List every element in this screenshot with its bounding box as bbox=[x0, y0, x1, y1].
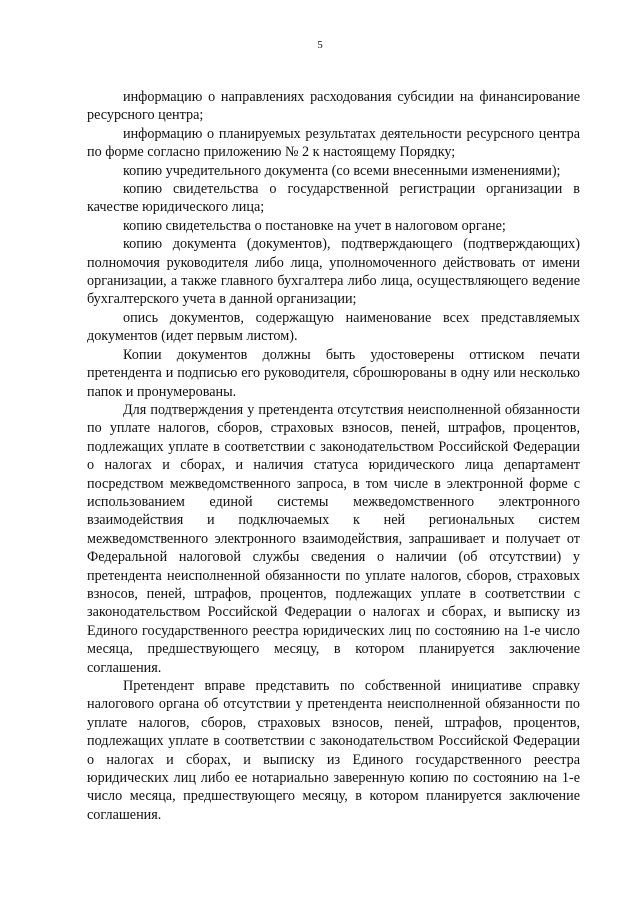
paragraph-tax-registration-copy: копию свидетельства о постановке на учет в налоговом органе; bbox=[123, 217, 506, 234]
paragraph-founding-document-copy: копию учредительного документа (со всеми внесенными изменениями); bbox=[123, 162, 561, 179]
paragraph-documents-inventory: опись документов, содержащую наименование всех представляемых документов (идет первым листом). bbox=[87, 309, 580, 345]
paragraph-applicant-own-certificate: Претендент вправе представить по собственной инициативе справку налогового органа об отсутствии у претендента неисполненной обязанности по уплате налогов, сборов, страховых взносов, пеней, штрафов, процентов, подлежащих уплате в соответствии с законодательством Российской Федерации о налогах и сборах, и выписку из Единого государственного реестра юридических лиц либо ее нотариально заверенную копию по состоянию на 1-е число месяца, предшествующего месяцу, в котором планируется заключение соглашения. bbox=[87, 678, 580, 823]
paragraph-interagency-request: Для подтверждения у претендента отсутствия неисполненной обязанности по уплате налогов, сборов, страховых взносов, пеней, штрафов, процентов, подлежащих уплате в соответствии с законодательством Российской Федерации о налогах и сборах, и наличия статуса юридического лица департамент посредством межведомственного запроса, в том числе в электронной форме с использованием единой системы межведомственного электронного взаимодействия и подключаемых к ней региональных систем межведомственного электронного взаимодействия, запрашивает и получает от Федеральной налоговой службы сведения о наличии (об отсутствии) у претендента неисполненной обязанности по уплате налогов, сборов, страховых взносов, пеней, штрафов, процентов, подлежащих уплате в соответствии с законодательством Российской Федерации о налогах и сборах, и выписку из Единого государственного реестра юридических лиц по состоянию на 1-е число месяца, предшествующего месяцу, в котором планируется заключение соглашения. bbox=[87, 401, 580, 676]
paragraph-registration-certificate-copy: копию свидетельства о государственной регистрации организации в качестве юридического лица; bbox=[87, 181, 580, 216]
document-body bbox=[87, 88, 580, 824]
page-number: 5 bbox=[317, 39, 323, 51]
paragraph-planned-results-info: информацию о планируемых результатах деятельности ресурсного центра по форме согласно приложению № 2 к настоящему Порядку; bbox=[87, 125, 580, 161]
paragraph-copy-certification: Копии документов должны быть удостоверены оттиском печати претендента и подписью его руководителя, сброшюрованы в одну или несколько папок и пронумерованы. bbox=[87, 346, 580, 400]
paragraph-resource-spending-info: информацию о направлениях расходования субсидии на финансирование ресурсного центра; bbox=[87, 89, 580, 124]
paragraph-authority-documents-copy: копию документа (документов), подтверждающего (подтверждающих) полномочия руководителя либо лица, уполномоченного действовать от имени организации, а также главного бухгалтера либо лица, осуществляющего ведение бухгалтерского учета в данной организации; bbox=[87, 236, 580, 308]
